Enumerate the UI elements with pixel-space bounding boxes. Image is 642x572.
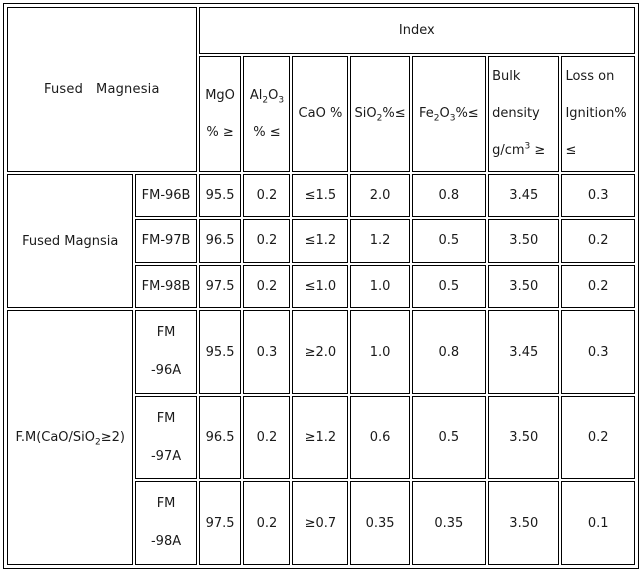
col-header-bulk-line1: Bulk: [492, 69, 521, 85]
al2o3-cell: 0.2: [243, 481, 290, 565]
loi-cell: 0.3: [561, 310, 635, 394]
fe2o3-cell: 0.35: [412, 481, 486, 565]
fe2o3-cell: 0.8: [412, 174, 486, 217]
sio2-cell: 2.0: [350, 174, 409, 217]
cao-cell: ≥2.0: [292, 310, 348, 394]
loi-cell: 0.2: [561, 219, 635, 263]
sio2-cell: 0.35: [350, 481, 409, 565]
fe2o3-cell: 0.5: [412, 396, 486, 480]
mgo-cell: 97.5: [199, 481, 242, 565]
sio2-cell: 1.0: [350, 310, 409, 394]
col-header-sio2: [350, 56, 409, 172]
fe2o3-cell: 0.5: [412, 219, 486, 263]
cao-cell: ≤1.2: [292, 219, 348, 263]
bulk-density-cell: 3.45: [488, 174, 559, 217]
sio2-cell: 1.0: [350, 265, 409, 309]
col-header-mgo-line1: MgO: [205, 87, 235, 103]
sio2-cell: 1.2: [350, 219, 409, 263]
al2o3-cell: 0.2: [243, 219, 290, 263]
corner-header: [7, 7, 197, 172]
grade-cell: FM-96B: [135, 174, 196, 217]
cao-cell: ≤1.0: [292, 265, 348, 309]
cao-cell: ≥1.2: [292, 396, 348, 480]
col-header-loi-line1: Loss on: [565, 69, 615, 85]
index-header: [199, 7, 635, 54]
col-header-mgo-line2: % ≥: [206, 124, 234, 140]
table-row: [7, 310, 635, 394]
col-header-cao-label: CaO %: [298, 106, 343, 122]
col-header-mgo: [199, 56, 242, 172]
group-label-fm-cao-sio2: F.M(CaO/SiO$_2$≥2): [7, 310, 133, 565]
col-header-sio2-label: SiO$_2$%≤: [354, 106, 406, 125]
loi-cell: 0.2: [561, 396, 635, 480]
bulk-density-cell: 3.50: [488, 396, 559, 480]
table-row: [7, 174, 635, 217]
col-header-al2o3-line2: % ≤: [253, 124, 281, 140]
al2o3-cell: 0.2: [243, 396, 290, 480]
bulk-density-cell: 3.45: [488, 310, 559, 394]
fe2o3-cell: 0.5: [412, 265, 486, 309]
al2o3-cell: 0.2: [243, 265, 290, 309]
sio2-cell: 0.6: [350, 396, 409, 480]
al2o3-cell: 0.3: [243, 310, 290, 394]
col-header-bulk-line2: density: [492, 106, 540, 122]
grade-cell: FM -97A: [135, 396, 196, 480]
grade-cell: FM-98B: [135, 265, 196, 309]
col-header-fe2o3: [412, 56, 486, 172]
col-header-loi-line3: ≤: [565, 143, 577, 159]
mgo-cell: 95.5: [199, 310, 242, 394]
col-header-cao: [292, 56, 348, 172]
cao-cell: ≥0.7: [292, 481, 348, 565]
group-label-fused-magnsia: Fused Magnsia: [7, 174, 133, 308]
bulk-density-cell: 3.50: [488, 481, 559, 565]
grade-cell: FM-97B: [135, 219, 196, 263]
col-header-loss-on-ignition: [561, 56, 635, 172]
grade-cell: FM -98A: [135, 481, 196, 565]
mgo-cell: 97.5: [199, 265, 242, 309]
col-header-bulk-density: [488, 56, 559, 172]
col-header-al2o3: [243, 56, 290, 172]
index-header-label: Index: [398, 22, 435, 38]
loi-cell: 0.2: [561, 265, 635, 309]
mgo-cell: 95.5: [199, 174, 242, 217]
col-header-fe2o3-label: $Fe_2O_3\%\le$: [418, 106, 479, 125]
loi-cell: 0.3: [561, 174, 635, 217]
col-header-loi-line2: Ignition%: [565, 106, 627, 122]
al2o3-cell: 0.2: [243, 174, 290, 217]
fused-magnesia-spec-table: [5, 5, 637, 567]
bulk-density-cell: 3.50: [488, 219, 559, 263]
fe2o3-cell: 0.8: [412, 310, 486, 394]
col-header-al2o3-line1: $Al_2O_3$: [249, 87, 285, 106]
col-header-bulk-line3: $g/cm^3$ ≥: [492, 142, 546, 159]
mgo-cell: 96.5: [199, 219, 242, 263]
table-frame: [3, 3, 639, 569]
corner-header-label: Fused Magnesia: [44, 81, 160, 97]
grade-cell: FM -96A: [135, 310, 196, 394]
bulk-density-cell: 3.50: [488, 265, 559, 309]
header-row-index: [7, 7, 635, 54]
mgo-cell: 96.5: [199, 396, 242, 480]
cao-cell: ≤1.5: [292, 174, 348, 217]
loi-cell: 0.1: [561, 481, 635, 565]
